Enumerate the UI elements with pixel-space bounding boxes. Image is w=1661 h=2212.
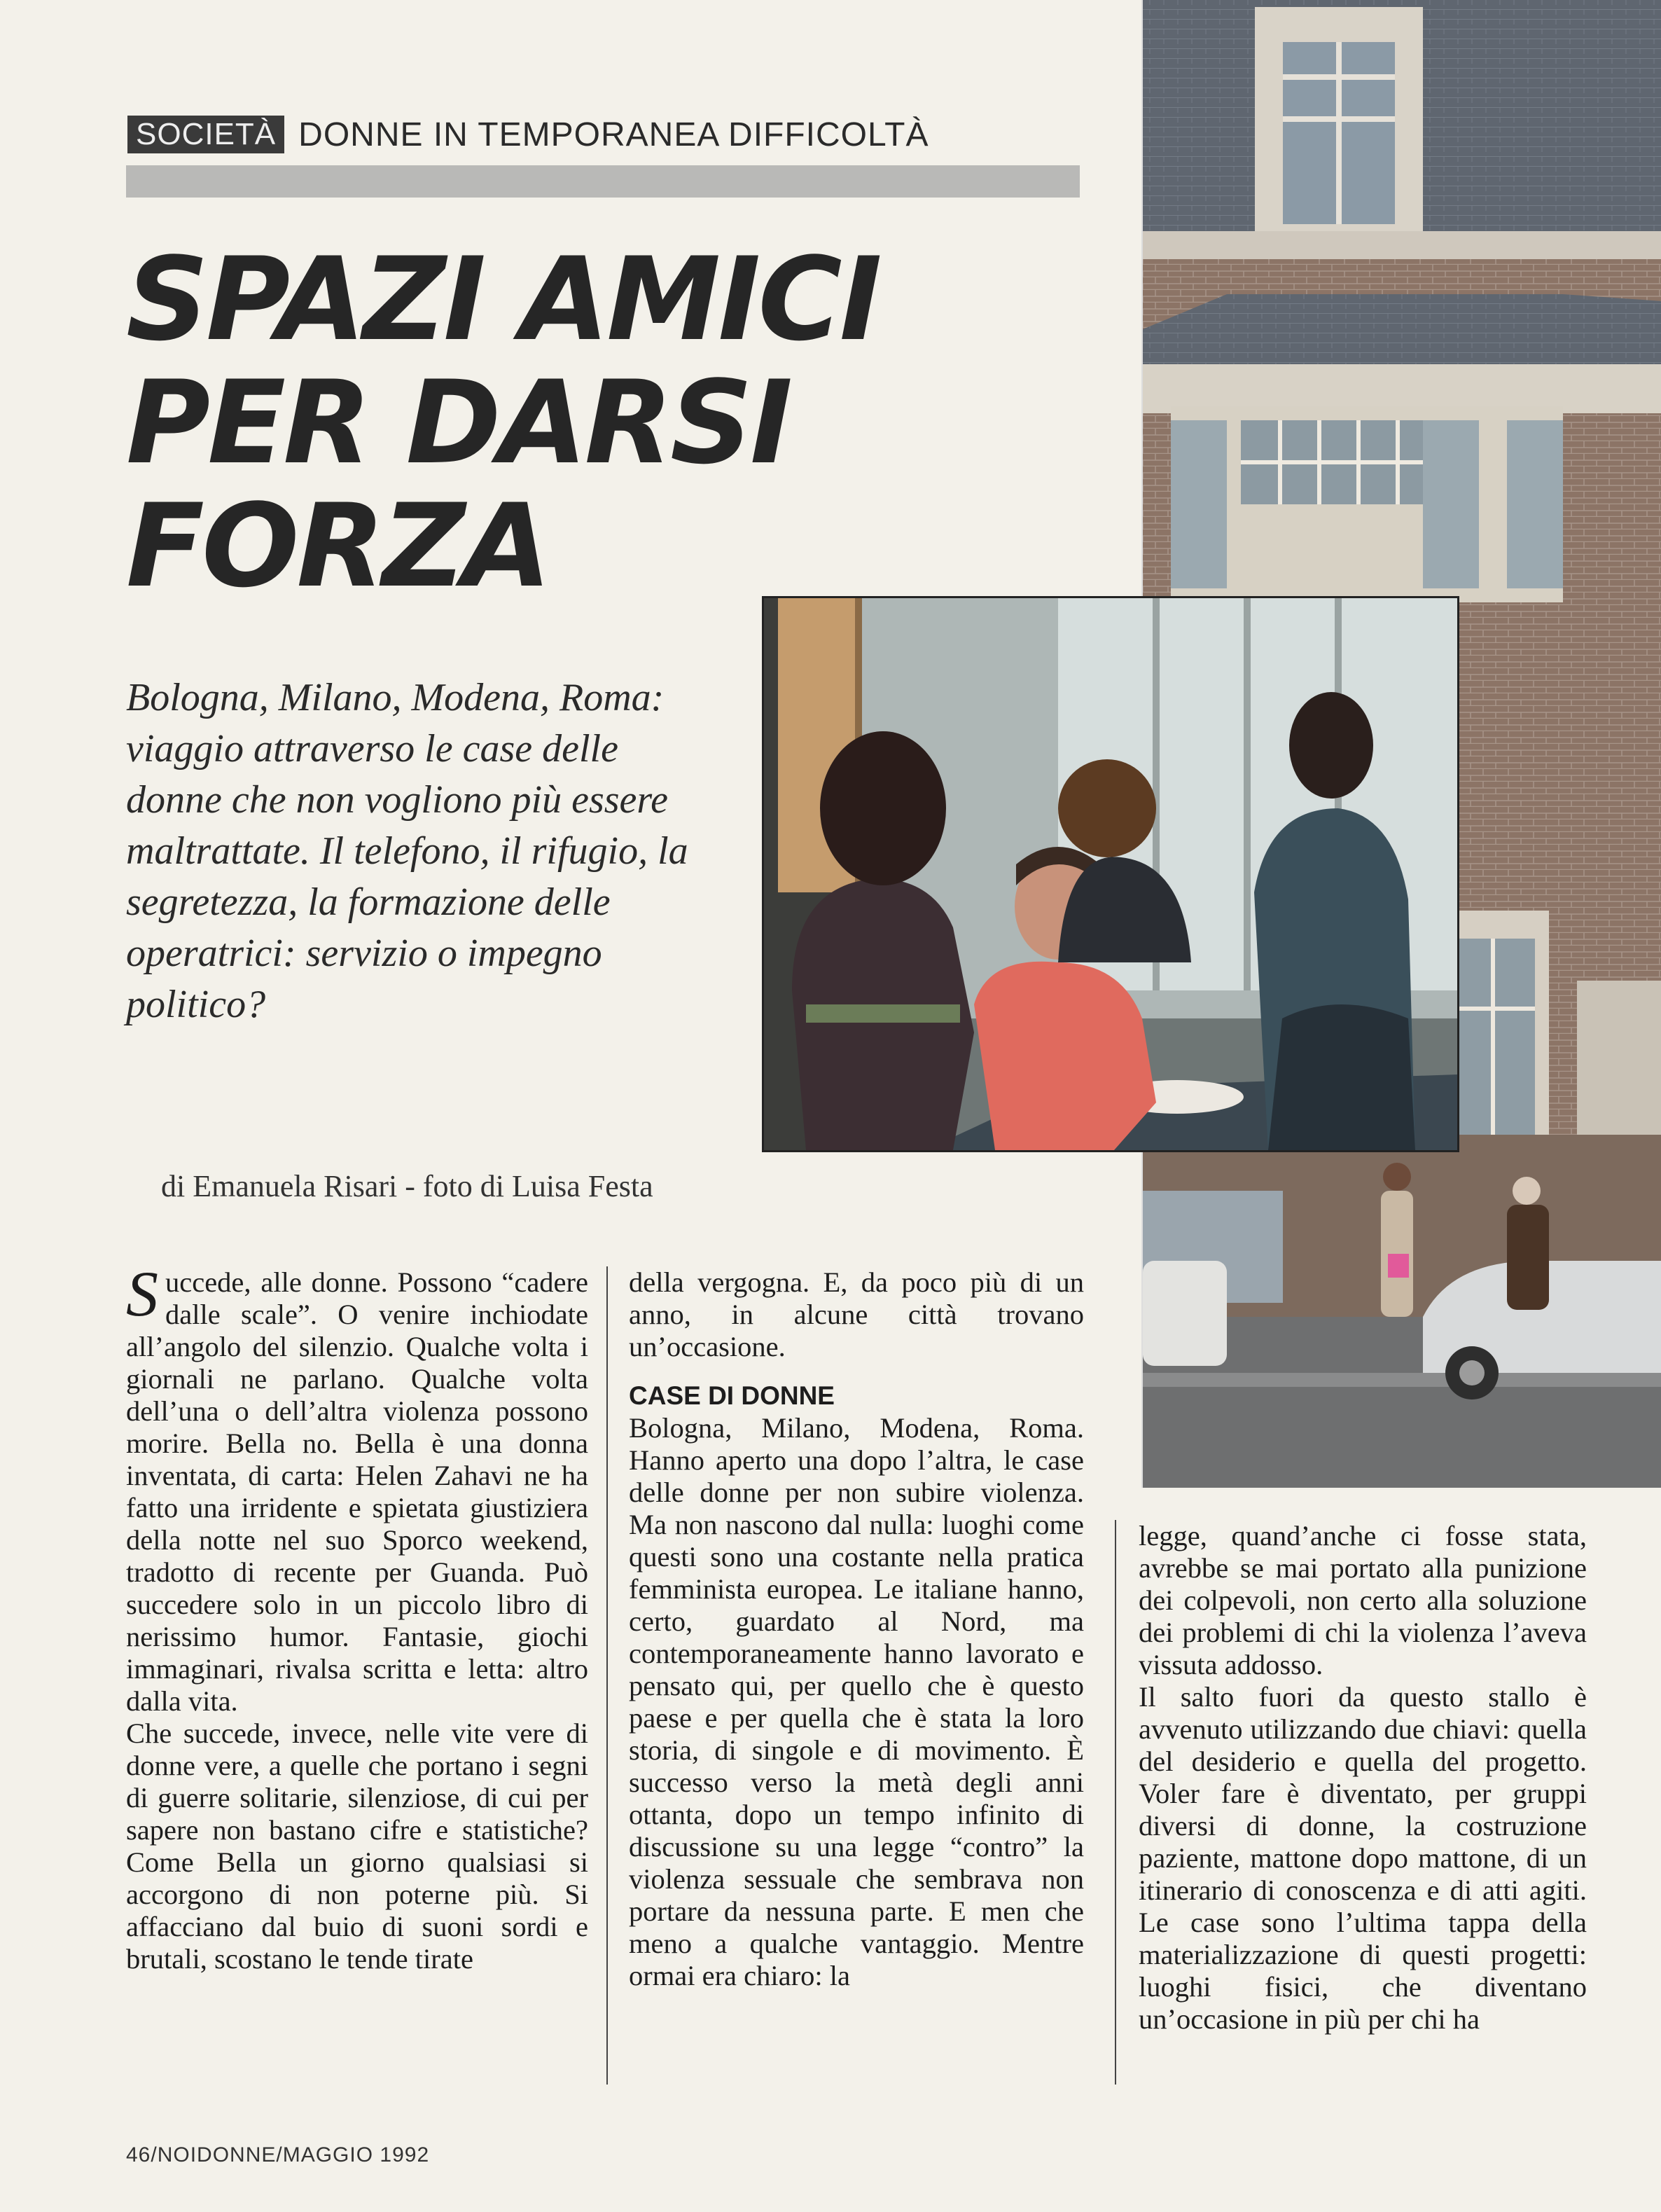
body-column-2 [629,1266,1084,1992]
section-tag: SOCIETÀ [127,116,284,153]
column-divider [1115,1520,1116,2085]
section-header [127,112,929,157]
subheading: CASE DI DONNE [629,1381,835,1410]
headline [126,233,896,613]
headline-line-3: FORZA [126,479,549,613]
section-title: DONNE IN TEMPORANEA DIFFICOLTÀ [298,116,929,153]
body-paragraph: della vergogna. E, da poco più di un anno, in alcune città trovano un’occasione. [629,1266,1084,1362]
body-text: uccede, alle donne. Possono “cadere dalle scale”. O venire inchiodate all’angolo del silenzio. Qualche volta i giornali ne parlano. Qualche volta dell’una o dell’altra violenza possono morire. Bella no. Bella è una donna inventata, di carta: Helen Zahavi ne ha fatto una irridente e spietata giustiziera della notte nel suo Sporco weekend, tradotto di recente per Guanda. Può succedere solo in un piccolo libro di nerissimo humor. Fantasie, giochi immaginari, rivalsa scritta e letta: altro dalla vita. [126,1266,588,1717]
photo-kitchen-scene [762,596,1459,1152]
body-column-3 [1139,1520,1587,2035]
body-paragraph [126,1258,588,1717]
byline: di Emanuela Risari - foto di Luisa Festa [161,1169,653,1203]
drop-cap: S [126,1258,158,1329]
page-folio: 46/NOIDONNE/MAGGIO 1992 [126,2143,430,2166]
body-paragraph: Il salto fuori da questo stallo è avvenuto utilizzando due chiavi: quella del desiderio e quella del progetto. Voler fare è diventato, per gruppi diversi di donne, la costruzione paziente, mattone dopo mattone, di un itinerario di conoscenza e di atti agiti. Le case sono l’ultima tappa della materializzazione di questi progetti: luoghi fisici, che diventano un’occasione in più per chi ha [1139,1681,1587,2035]
headline-line-1: SPAZI AMICI [126,233,880,366]
header-rule [126,165,1080,198]
body-paragraph: legge, quand’anche ci fosse stata, avrebbe se mai portato alla punizione dei colpevoli, non certo alla soluzione dei problemi di chi la violenza l’aveva vissuta addosso. [1139,1520,1587,1680]
body-column-1 [126,1258,588,1975]
headline-line-2: PER DARSI [126,356,791,490]
body-paragraph: Bologna, Milano, Modena, Roma. Hanno aperto una dopo l’altra, le case delle donne per non subire violenza. Ma non nascono dal nulla: luoghi come questi sono una costante nella pratica femminista europea. Le italiane hanno, certo, guardato al Nord, ma contemporaneamente hanno lavorato e pensato qui, per quello che è questo paese e per quella che è stata la loro storia, di singole e di movimento. È successo verso la metà degli anni ottanta, dopo un tempo infinito di discussione su una legge “contro” la violenza sessuale che sembrava non portare da nessuna parte. E men che meno a qualche vantaggio. Mentre ormai era chiaro: la [629,1412,1084,1991]
column-divider [606,1266,608,2085]
body-paragraph: Che succede, invece, nelle vite vere di donne vere, a quelle che portano i segni di guerre solitarie, silenziose, di cui per sapere non bastano cifre e statistiche? Come Bella un giorno qualsiasi si accorgono di non poterne più. Si affacciano dal buio di suoni sordi e brutali, scostano le tende tirate [126,1717,588,1975]
lede: Bologna, Milano, Modena, Roma: viaggio attraverso le case delle donne che non vogliono più essere maltrattate. Il telefono, il rifugio, la segretezza, la formazione delle operatrici: servizio o impegno politico? [126,676,688,1026]
